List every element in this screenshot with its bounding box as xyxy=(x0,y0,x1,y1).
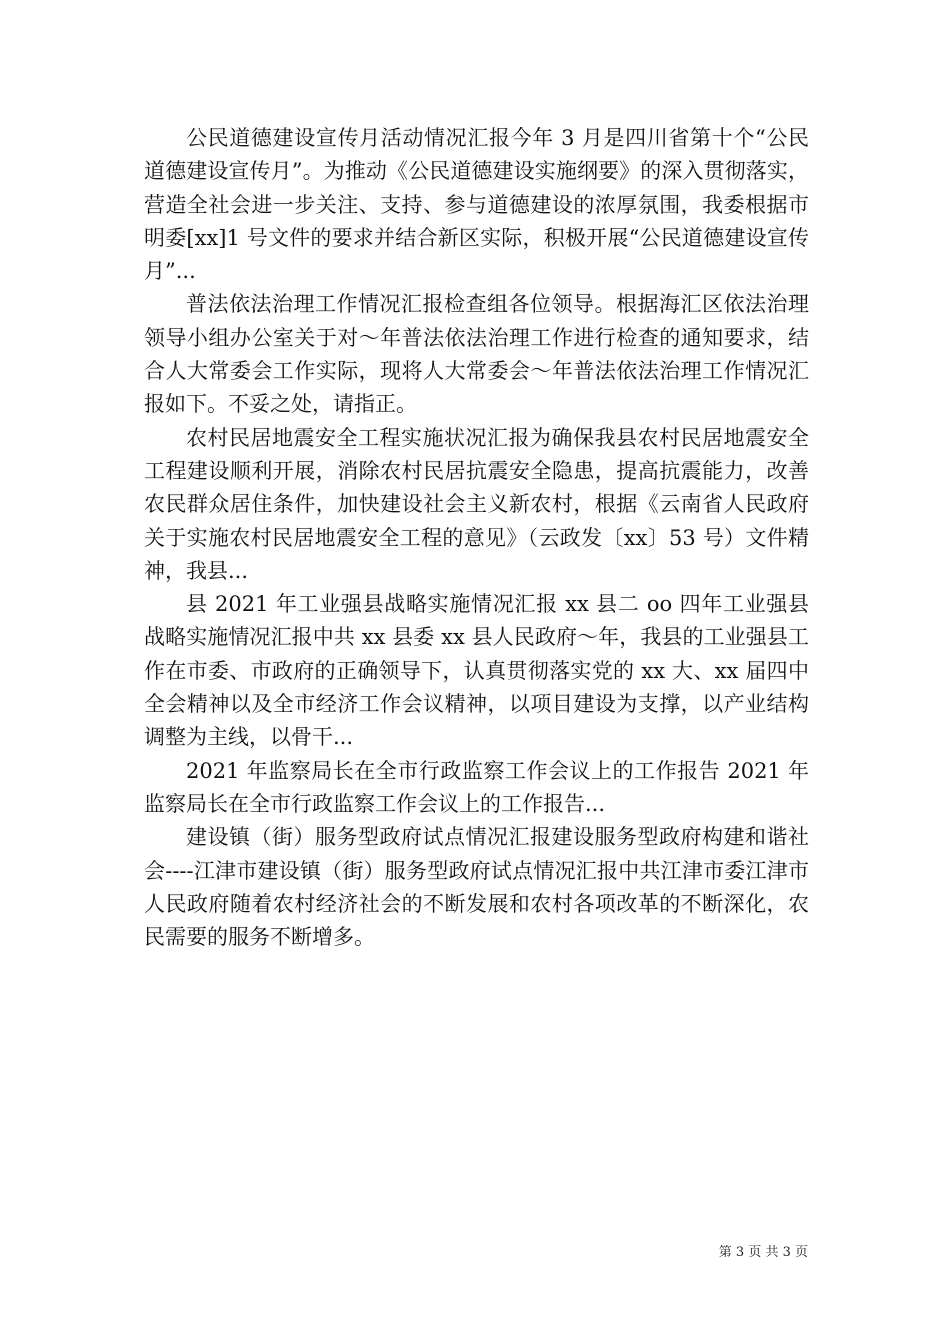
paragraph-service-government: 建设镇（街）服务型政府试点情况汇报建设服务型政府构建和谐社会----江津市建设镇（街）服务型政府试点情况汇报中共江津市委江津市人民政府随着农村经济社会的不断发展和农村各项改革的不断深化，农民需要的服务不断增多。 xyxy=(144,825,809,950)
paragraph-moral-education-month: 公民道德建设宣传月活动情况汇报今年 3 月是四川省第十个“公民道德建设宣传月”。为推动《公民道德建设实施纲要》的深入贯彻落实，营造全社会进一步关注、支持、参与道德建设的浓厚氛围，我委根据市明委[xx]1 号文件的要求并结合新区实际，积极开展“公民道德建设宣传月”... xyxy=(144,126,809,284)
paragraph-industrial-strategy: 县 2021 年工业强县战略实施情况汇报 xx 县二 oo 四年工业强县战略实施情况汇报中共 xx 县委 xx 县人民政府～年，我县的工业强县工作在市委、市政府的正确领导下，认真贯彻落实党的 xx 大、xx 届四中全会精神以及全市经济工作会议精神，以项目建设为支撑，以产业结构调整为主线，以骨干... xyxy=(144,592,809,750)
page-number: 第 3 页 共 3 页 xyxy=(718,1245,808,1260)
paragraph-legal-governance: 普法依法治理工作情况汇报检查组各位领导。根据海汇区依法治理领导小组办公室关于对～年普法依法治理工作进行检查的通知要求，结合人大常委会工作实际，现将人大常委会～年普法依法治理工作情况汇报如下。不妥之处，请指正。 xyxy=(144,292,809,417)
document-body xyxy=(144,122,809,954)
paragraph-earthquake-safety: 农村民居地震安全工程实施状况汇报为确保我县农村民居地震安全工程建设顺利开展，消除农村民居抗震安全隐患，提高抗震能力，改善农民群众居住条件，加快建设社会主义新农村，根据《云南省人民政府关于实施农村民居地震安全工程的意见》（云政发〔xx〕53 号）文件精神，我县... xyxy=(144,425,809,583)
paragraph-supervision-report: 2021 年监察局长在全市行政监察工作会议上的工作报告 2021 年监察局长在全市行政监察工作会议上的工作报告... xyxy=(144,758,809,816)
